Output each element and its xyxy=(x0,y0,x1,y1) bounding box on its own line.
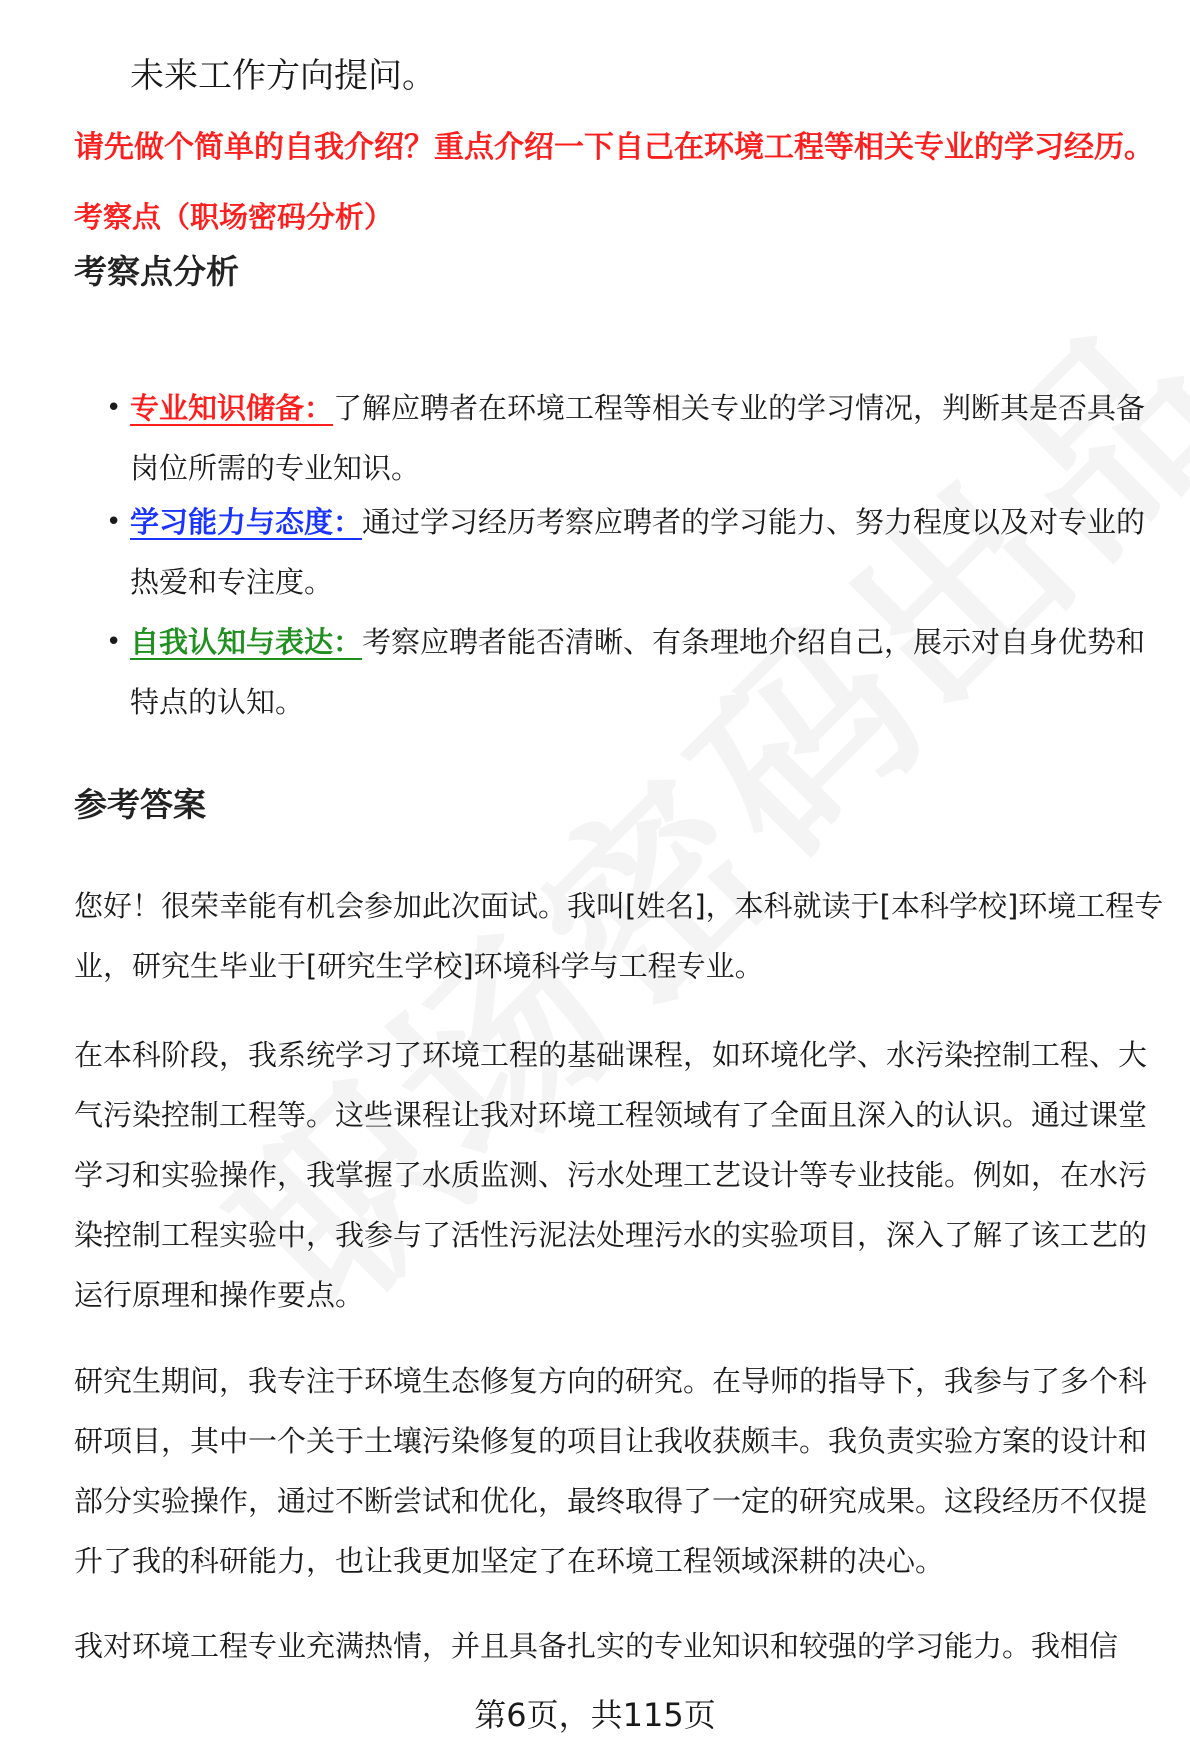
point-text: 通过学习经历考察应聘者的学习能力、努力程度以及对专业的热爱和专注度。 xyxy=(130,505,1146,599)
bullet-icon: • xyxy=(106,627,122,657)
answer-paragraph-4: 我对环境工程专业充满热情，并且具备扎实的专业知识和较强的学习能力。我相信 xyxy=(74,1629,1119,1663)
continued-text: 未来工作方向提问。 xyxy=(130,56,436,96)
question-heading: 请先做个简单的自我介绍？重点介绍一下自己在环境工程等相关专业的学习经历。 xyxy=(74,130,1154,165)
answer-paragraph-3: 研究生期间，我专注于环境生态修复方向的研究。在导师的指导下，我参与了多个科研项目，其中一个关于土壤污染修复的项目让我收获颇丰。我负责实验方案的设计和部分实验操作，通过不断尝试和优化，最终取得了一定的研究成果。这段经历不仅提升了我的科研能力，也让我更加坚定了在环境工程领域深耕的决心。 xyxy=(74,1364,1148,1578)
answer-paragraph-2: 在本科阶段，我系统学习了环境工程的基础课程，如环境化学、水污染控制工程、大气污染控制工程等。这些课程让我对环境工程领域有了全面且深入的认识。通过课堂学习和实验操作，我掌握了水质监测、污水处理工艺设计等专业技能。例如，在水污染控制工程实验中，我参与了活性污泥法处理污水的实验项目，深入了解了该工艺的运行原理和操作要点。 xyxy=(74,1038,1148,1312)
point-text: 了解应聘者在环境工程等相关专业的学习情况，判断其是否具备岗位所需的专业知识。 xyxy=(130,391,1146,485)
list-item xyxy=(74,612,1164,732)
list-item xyxy=(74,492,1164,612)
bullet-icon: • xyxy=(106,393,122,423)
analysis-points-list xyxy=(74,378,1164,732)
point-term: 学习能力与态度： xyxy=(130,505,363,539)
bullet-icon: • xyxy=(106,507,122,537)
page-footer: 第6页，共115页 xyxy=(474,1696,716,1734)
point-term: 专业知识储备： xyxy=(130,391,334,425)
list-item xyxy=(74,378,1164,498)
analysis-label: 考察点（职场密码分析） xyxy=(74,200,394,234)
point-text: 考察应聘者能否清晰、有条理地介绍自己，展示对自身优势和特点的认知。 xyxy=(130,625,1146,719)
point-term: 自我认知与表达： xyxy=(130,625,363,659)
answer-paragraph-1: 您好！很荣幸能有机会参加此次面试。我叫[姓名]，本科就读于[本科学校]环境工程专业，研究生毕业于[研究生学校]环境科学与工程专业。 xyxy=(74,889,1164,983)
section-title-analysis: 考察点分析 xyxy=(74,252,239,291)
section-title-answer: 参考答案 xyxy=(74,785,206,824)
